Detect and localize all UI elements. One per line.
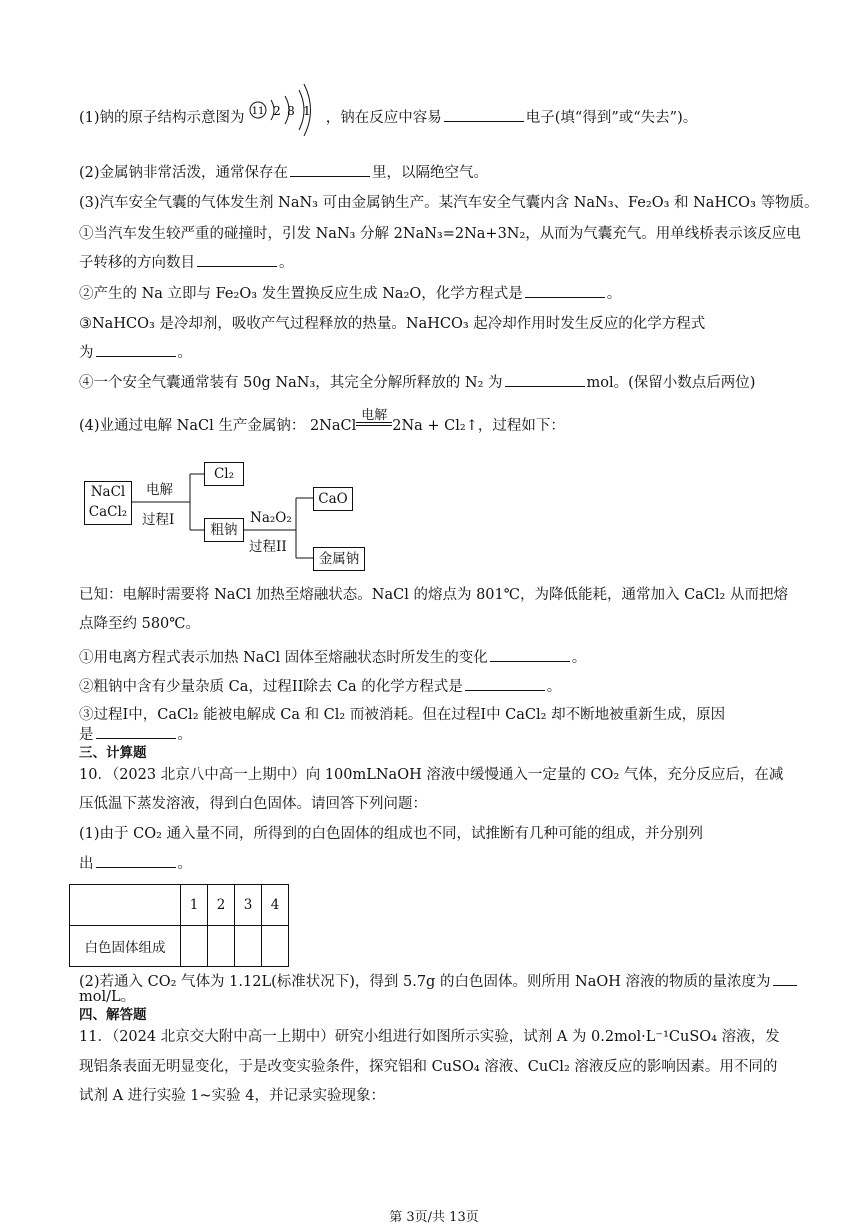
white-solid-composition-table (69, 884, 289, 967)
q4-s2-tail: 。 (546, 679, 562, 695)
q1-text-post: ，钠在反应中容易 (325, 110, 442, 126)
answer-blank[interactable] (96, 853, 176, 868)
q10-p2-line1 (79, 971, 799, 992)
q3-s3-tail: 。 (177, 345, 192, 361)
input-box (84, 481, 132, 525)
q10-p1-line1: (1)由于 CO₂ 通入量不同，所得到的白色固体的组成也不同，试推断有几种可能的组成，并分别列 (79, 826, 704, 842)
answer-blank[interactable] (773, 971, 797, 986)
q4-s3-line2 (79, 724, 192, 745)
step2-process: 过程II (249, 539, 287, 555)
q10-p1-tail: 。 (177, 856, 192, 872)
table-header-cell: 2 (208, 885, 235, 926)
sodium-atom-structure-diagram (249, 82, 321, 136)
step1-process: 过程I (142, 512, 175, 528)
q4-s1-line (79, 647, 586, 668)
q4-s3-line1: ③过程I中，CaCl₂ 能被电解成 Ca 和 Cl₂ 而被消耗。但在过程I中 CaCl₂ 却不断地被重新生成，原因 (79, 707, 726, 723)
q11-line2: 现铝条表面无明显变化，于是改变实验条件，探究铝和 CuSO₄ 溶液、CuCl₂ 溶液反应的影响因素。用不同的 (79, 1059, 778, 1075)
electrolysis-equation (309, 408, 478, 436)
equation-condition: 电解 (361, 408, 388, 423)
table-header-cell: 1 (181, 885, 208, 926)
q10-line2: 压低温下蒸发溶液，得到白色固体。请回答下列问题： (79, 796, 427, 812)
q10-p1-line2 (79, 853, 192, 874)
q4-text-pre: (4)业通过电解 NaCl 生产金属钠： (79, 418, 306, 434)
atom-shell-1: 2 (273, 104, 281, 118)
q4-s1-tail: 。 (571, 650, 587, 666)
q4-s1-text: ①用电离方程式表示加热 NaCl 固体至熔融状态时所发生的变化 (79, 650, 488, 666)
answer-blank[interactable] (290, 162, 370, 177)
table-header-row (70, 885, 289, 926)
table-row-label: 白色固体组成 (70, 926, 181, 967)
table-header-cell: 3 (235, 885, 262, 926)
q10-p2-line2: mol/L。 (79, 989, 136, 1005)
equation-right: 2Na + Cl₂↑ (392, 418, 478, 434)
q4-s3-tail: 。 (177, 727, 192, 743)
q11-line3: 试剂 A 进行实验 1~实验 4，并记录实验现象： (79, 1088, 386, 1104)
step1-label: 电解 (146, 482, 173, 498)
q3-s3-text: 为 (79, 345, 94, 361)
product-cl2-box: Cl₂ (204, 462, 244, 486)
table-answer-cell[interactable] (208, 926, 235, 967)
q3-s1-text: 子转移的方向数目 (79, 255, 195, 271)
step2-reagent: Na₂O₂ (250, 510, 292, 526)
q4-text-post: ，过程如下： (477, 418, 565, 434)
answer-blank[interactable] (197, 252, 277, 267)
q3-s3-line2 (79, 342, 192, 363)
equation-left: 2NaCl (309, 418, 357, 434)
q2-text-pre: (2)金属钠非常活泼，通常保存在 (79, 165, 289, 181)
atom-shell-2: 8 (287, 104, 295, 118)
input-nacl: NaCl (90, 484, 126, 500)
input-cacl2: CaCl₂ (88, 504, 128, 520)
q11-line1: 11．（2024 北京交大附中高一上期中）研究小组进行如图所示实验，试剂 A 为 0.2mol·L⁻¹CuSO₄ 溶液，发 (79, 1029, 780, 1045)
q4-s2-line (79, 676, 561, 697)
q3-s2-tail: 。 (606, 286, 622, 302)
q10-line1: 10．（2023 北京八中高一上期中）向 100mLNaOH 溶液中缓慢通入一定量的 CO₂ 气体，充分反应后，在减 (79, 767, 784, 783)
product-crude-sodium-box: 粗钠 (204, 518, 244, 542)
answer-blank[interactable] (96, 342, 176, 357)
q1-text-pre: (1)钠的原子结构示意图为 (79, 110, 245, 126)
q2-line (79, 162, 488, 183)
table-header-cell: 4 (262, 885, 289, 926)
q3-s1-line2 (79, 252, 294, 273)
q3-intro: (3)汽车安全气囊的气体发生剂 NaN₃ 可由金属钠生产。某汽车安全气囊内含 NaN₃、Fe₂O₃ 和 NaHCO₃ 等物质。 (79, 195, 819, 211)
q4-line (79, 408, 565, 436)
section-heading-calculation: 三、计算题 (79, 745, 147, 761)
answer-blank[interactable] (465, 676, 545, 691)
q1-text-tail: 电子(填“得到”或“失去”)。 (525, 110, 698, 126)
page-footer: 第 3页/共 13页 (389, 1210, 479, 1225)
q3-s2-text: ②产生的 Na 立即与 Fe₂O₃ 发生置换反应生成 Na₂O，化学方程式是 (79, 286, 523, 302)
q3-s4-tail: mol。(保留小数点后两位) (586, 375, 756, 391)
atom-shell-3: 1 (303, 104, 311, 118)
q4-known-line1: 已知：电解时需要将 NaCl 加热至熔融状态。NaCl 的熔点为 801℃，为降低能耗，通常加入 CaCl₂ 从而把熔 (79, 587, 788, 603)
q4-known-line2: 点降至约 580℃。 (79, 616, 201, 632)
section-heading-answer: 四、解答题 (79, 1007, 147, 1023)
table-answer-cell[interactable] (235, 926, 262, 967)
answer-blank[interactable] (490, 647, 570, 662)
q3-s1-tail: 。 (279, 255, 294, 271)
answer-blank[interactable] (444, 107, 524, 122)
q3-s2-line (79, 283, 621, 304)
q10-p1-text: 出 (79, 856, 94, 872)
q10-p2-text: (2)若通入 CO₂ 气体为 1.12L(标准状况下)，得到 5.7g 的白色固体。则所用 NaOH 溶液的物质的量浓度为 (79, 974, 771, 990)
table-corner-cell (70, 885, 181, 926)
product-metal-sodium-box: 金属钠 (313, 547, 365, 571)
product-cao-box: CaO (313, 487, 353, 511)
answer-blank[interactable] (505, 372, 585, 387)
table-row (70, 926, 289, 967)
table-answer-cell[interactable] (262, 926, 289, 967)
q4-s2-text: ②粗钠中含有少量杂质 Ca，过程II除去 Ca 的化学方程式是 (79, 679, 463, 695)
q4-s3-text: 是 (79, 727, 94, 743)
q2-text-post: 里，以隔绝空气。 (372, 165, 489, 181)
q1-line (79, 100, 697, 136)
q3-s1-line1: ①当汽车发生较严重的碰撞时，引发 NaN₃ 分解 2NaN₃=2Na+3N₂，从而为气囊充气。用单线桥表示该反应电 (79, 226, 801, 242)
atom-nucleus-label: 11 (251, 106, 265, 117)
table-answer-cell[interactable] (181, 926, 208, 967)
answer-blank[interactable] (96, 724, 176, 739)
q3-s3-line1: ③NaHCO₃ 是冷却剂，吸收产气过程释放的热量。NaHCO₃ 起冷却作用时发生反应的化学方程式 (79, 316, 706, 332)
answer-blank[interactable] (525, 283, 605, 298)
q3-s4-line (79, 372, 755, 393)
q3-s4-text: ④一个安全气囊通常装有 50g NaN₃，其完全分解所释放的 N₂ 为 (79, 375, 503, 391)
equation-condition-arrow (356, 408, 392, 430)
